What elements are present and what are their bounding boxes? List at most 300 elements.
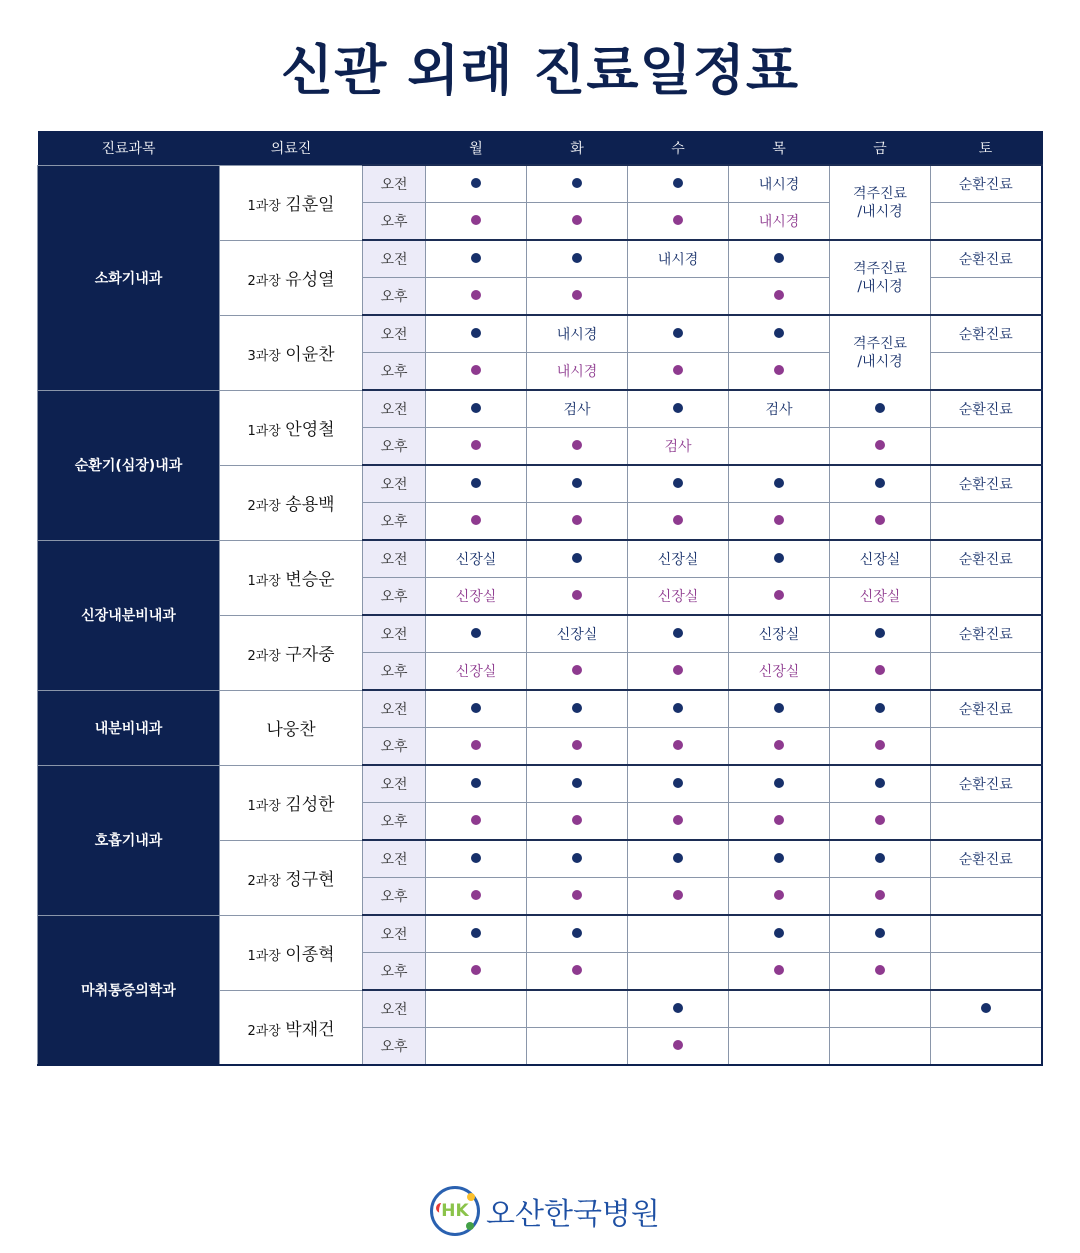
schedule-note: 순환진료 bbox=[958, 777, 1013, 793]
schedule-cell bbox=[527, 278, 628, 316]
schedule-note: 내시경 bbox=[556, 327, 598, 343]
schedule-cell bbox=[426, 653, 527, 691]
morning-clinic-dot-icon bbox=[774, 478, 784, 488]
schedule-cell bbox=[729, 240, 830, 278]
afternoon-clinic-dot-icon bbox=[875, 890, 885, 900]
afternoon-clinic-dot-icon bbox=[572, 740, 582, 750]
schedule-cell bbox=[426, 615, 527, 653]
schedule-cell bbox=[628, 803, 729, 841]
header-doctor: 의료진 bbox=[220, 131, 363, 165]
morning-label: 오전 bbox=[363, 315, 426, 353]
schedule-note: 신장실 bbox=[859, 552, 901, 568]
schedule-cell bbox=[830, 540, 931, 578]
schedule-note: 순환진료 bbox=[958, 327, 1013, 343]
schedule-row bbox=[38, 690, 1042, 728]
schedule-note: 신장실 bbox=[657, 552, 699, 568]
afternoon-clinic-dot-icon bbox=[471, 965, 481, 975]
schedule-note: 내시경 bbox=[556, 364, 598, 380]
morning-clinic-dot-icon bbox=[572, 853, 582, 863]
morning-clinic-dot-icon bbox=[471, 478, 481, 488]
schedule-cell bbox=[729, 278, 830, 316]
schedule-cell bbox=[628, 203, 729, 241]
schedule-cell bbox=[628, 578, 729, 616]
schedule-cell bbox=[729, 315, 830, 353]
doctor-rank: 2과장 bbox=[247, 499, 281, 514]
afternoon-clinic-dot-icon bbox=[572, 515, 582, 525]
morning-label: 오전 bbox=[363, 765, 426, 803]
afternoon-clinic-dot-icon bbox=[774, 965, 784, 975]
schedule-cell bbox=[628, 840, 729, 878]
header-day-tue: 화 bbox=[527, 131, 628, 165]
afternoon-label: 오후 bbox=[363, 353, 426, 391]
schedule-note: 순환진료 bbox=[958, 252, 1013, 268]
afternoon-clinic-dot-icon bbox=[673, 740, 683, 750]
schedule-cell bbox=[527, 653, 628, 691]
morning-clinic-dot-icon bbox=[875, 928, 885, 938]
schedule-cell bbox=[426, 203, 527, 241]
schedule-cell bbox=[426, 353, 527, 391]
schedule-cell bbox=[628, 615, 729, 653]
schedule-note: 순환진료 bbox=[958, 402, 1013, 418]
schedule-row bbox=[38, 165, 1042, 203]
morning-clinic-dot-icon bbox=[875, 853, 885, 863]
schedule-cell bbox=[931, 540, 1042, 578]
schedule-cell bbox=[830, 803, 931, 841]
afternoon-clinic-dot-icon bbox=[572, 590, 582, 600]
doctor-rank: 1과장 bbox=[247, 199, 281, 214]
empty-cell bbox=[931, 578, 1042, 616]
schedule-cell bbox=[628, 428, 729, 466]
schedule-cell bbox=[527, 353, 628, 391]
afternoon-clinic-dot-icon bbox=[774, 740, 784, 750]
schedule-row bbox=[38, 390, 1042, 428]
morning-label: 오전 bbox=[363, 465, 426, 503]
schedule-cell bbox=[729, 578, 830, 616]
empty-cell bbox=[830, 1028, 931, 1066]
afternoon-clinic-dot-icon bbox=[875, 515, 885, 525]
schedule-cell bbox=[830, 465, 931, 503]
doctor-rank: 1과장 bbox=[247, 949, 281, 964]
morning-clinic-dot-icon bbox=[471, 403, 481, 413]
afternoon-clinic-dot-icon bbox=[673, 515, 683, 525]
empty-cell bbox=[830, 990, 931, 1028]
schedule-note: 신장실 bbox=[657, 589, 699, 605]
empty-cell bbox=[931, 203, 1042, 241]
morning-clinic-dot-icon bbox=[774, 778, 784, 788]
morning-clinic-dot-icon bbox=[673, 403, 683, 413]
empty-cell bbox=[426, 1028, 527, 1066]
doctor-cell bbox=[220, 690, 363, 765]
schedule-cell bbox=[527, 915, 628, 953]
schedule-cell bbox=[426, 240, 527, 278]
schedule-cell bbox=[527, 878, 628, 916]
schedule-note: 신장실 bbox=[758, 627, 800, 643]
morning-clinic-dot-icon bbox=[774, 703, 784, 713]
doctor-name: 이종혁 bbox=[285, 945, 335, 965]
schedule-row bbox=[38, 540, 1042, 578]
schedule-note: 순환진료 bbox=[958, 627, 1013, 643]
schedule-cell bbox=[628, 240, 729, 278]
schedule-cell bbox=[426, 728, 527, 766]
afternoon-clinic-dot-icon bbox=[471, 440, 481, 450]
morning-label: 오전 bbox=[363, 390, 426, 428]
schedule-cell bbox=[628, 503, 729, 541]
afternoon-clinic-dot-icon bbox=[774, 290, 784, 300]
doctor-name: 변승운 bbox=[285, 570, 335, 590]
schedule-note: 신장실 bbox=[455, 664, 497, 680]
afternoon-clinic-dot-icon bbox=[774, 515, 784, 525]
schedule-cell bbox=[426, 390, 527, 428]
morning-clinic-dot-icon bbox=[875, 703, 885, 713]
morning-clinic-dot-icon bbox=[673, 178, 683, 188]
schedule-cell bbox=[729, 765, 830, 803]
morning-clinic-dot-icon bbox=[673, 328, 683, 338]
schedule-cell bbox=[527, 240, 628, 278]
logo-mark: HK bbox=[441, 1201, 469, 1221]
schedule-cell bbox=[830, 953, 931, 991]
schedule-cell bbox=[527, 578, 628, 616]
schedule-cell bbox=[426, 803, 527, 841]
schedule-note: 검사 bbox=[664, 439, 692, 455]
doctor-rank: 2과장 bbox=[247, 874, 281, 889]
department-name: 내분비내과 bbox=[38, 690, 220, 765]
header-dept: 진료과목 bbox=[38, 131, 220, 165]
schedule-cell bbox=[426, 915, 527, 953]
morning-clinic-dot-icon bbox=[673, 703, 683, 713]
schedule-cell bbox=[527, 203, 628, 241]
schedule-note: 신장실 bbox=[455, 552, 497, 568]
empty-cell bbox=[931, 803, 1042, 841]
morning-label: 오전 bbox=[363, 990, 426, 1028]
schedule-cell bbox=[628, 728, 729, 766]
empty-cell bbox=[729, 1028, 830, 1066]
morning-clinic-dot-icon bbox=[673, 853, 683, 863]
afternoon-clinic-dot-icon bbox=[774, 590, 784, 600]
schedule-cell bbox=[527, 315, 628, 353]
afternoon-label: 오후 bbox=[363, 878, 426, 916]
morning-clinic-dot-icon bbox=[981, 1003, 991, 1013]
empty-cell bbox=[931, 503, 1042, 541]
doctor-rank: 2과장 bbox=[247, 1023, 281, 1039]
doctor-name: 김훈일 bbox=[285, 195, 335, 215]
morning-clinic-dot-icon bbox=[471, 703, 481, 713]
doctor-name: 김성한 bbox=[285, 795, 335, 815]
morning-label: 오전 bbox=[363, 240, 426, 278]
empty-cell bbox=[628, 278, 729, 316]
department-name: 신장내분비내과 bbox=[38, 540, 220, 690]
afternoon-label: 오후 bbox=[363, 653, 426, 691]
schedule-table bbox=[37, 131, 1043, 1066]
morning-clinic-dot-icon bbox=[471, 778, 481, 788]
schedule-cell bbox=[628, 390, 729, 428]
schedule-cell bbox=[527, 615, 628, 653]
doctor-rank: 1과장 bbox=[247, 799, 281, 814]
biweekly-note: 격주진료 /내시경 bbox=[830, 315, 931, 390]
morning-clinic-dot-icon bbox=[572, 553, 582, 563]
doctor-rank: 2과장 bbox=[247, 274, 281, 289]
schedule-cell bbox=[931, 765, 1042, 803]
morning-clinic-dot-icon bbox=[774, 253, 784, 263]
empty-cell bbox=[628, 915, 729, 953]
schedule-cell bbox=[830, 915, 931, 953]
afternoon-label: 오후 bbox=[363, 428, 426, 466]
empty-cell bbox=[931, 728, 1042, 766]
afternoon-clinic-dot-icon bbox=[471, 740, 481, 750]
morning-clinic-dot-icon bbox=[572, 478, 582, 488]
schedule-cell bbox=[628, 765, 729, 803]
morning-clinic-dot-icon bbox=[875, 628, 885, 638]
schedule-cell bbox=[628, 540, 729, 578]
schedule-cell bbox=[931, 240, 1042, 278]
afternoon-clinic-dot-icon bbox=[673, 815, 683, 825]
morning-clinic-dot-icon bbox=[572, 703, 582, 713]
department-name: 마취통증의학과 bbox=[38, 915, 220, 1065]
schedule-cell bbox=[628, 878, 729, 916]
schedule-note: 순환진료 bbox=[958, 702, 1013, 718]
doctor-cell bbox=[220, 165, 363, 240]
schedule-cell bbox=[830, 878, 931, 916]
schedule-note: 순환진료 bbox=[958, 552, 1013, 568]
morning-label: 오전 bbox=[363, 615, 426, 653]
empty-cell bbox=[729, 990, 830, 1028]
schedule-cell bbox=[426, 278, 527, 316]
doctor-name: 구자중 bbox=[285, 645, 335, 665]
afternoon-clinic-dot-icon bbox=[875, 665, 885, 675]
schedule-cell bbox=[830, 690, 931, 728]
schedule-note: 내시경 bbox=[657, 252, 699, 268]
page-title: 신관 외래 진료일정표 bbox=[280, 39, 800, 102]
afternoon-clinic-dot-icon bbox=[572, 215, 582, 225]
afternoon-clinic-dot-icon bbox=[673, 890, 683, 900]
morning-clinic-dot-icon bbox=[471, 853, 481, 863]
doctor-cell bbox=[220, 765, 363, 840]
morning-clinic-dot-icon bbox=[471, 928, 481, 938]
schedule-cell bbox=[426, 503, 527, 541]
afternoon-clinic-dot-icon bbox=[471, 215, 481, 225]
schedule-row bbox=[38, 915, 1042, 953]
doctor-rank: 3과장 bbox=[247, 349, 281, 364]
schedule-cell bbox=[729, 653, 830, 691]
morning-clinic-dot-icon bbox=[875, 478, 885, 488]
doctor-cell bbox=[220, 390, 363, 465]
hospital-emblem-icon bbox=[430, 1186, 480, 1236]
afternoon-clinic-dot-icon bbox=[673, 365, 683, 375]
schedule-note: 순환진료 bbox=[958, 477, 1013, 493]
header-day-fri: 금 bbox=[830, 131, 931, 165]
doctor-cell bbox=[220, 615, 363, 690]
department-name: 소화기내과 bbox=[38, 165, 220, 390]
doctor-cell bbox=[220, 840, 363, 915]
schedule-cell bbox=[729, 390, 830, 428]
schedule-cell bbox=[830, 728, 931, 766]
schedule-cell bbox=[426, 540, 527, 578]
afternoon-label: 오후 bbox=[363, 728, 426, 766]
schedule-cell bbox=[527, 503, 628, 541]
afternoon-clinic-dot-icon bbox=[673, 665, 683, 675]
schedule-note: 신장실 bbox=[859, 589, 901, 605]
schedule-cell bbox=[729, 878, 830, 916]
afternoon-label: 오후 bbox=[363, 203, 426, 241]
schedule-cell bbox=[426, 765, 527, 803]
afternoon-label: 오후 bbox=[363, 803, 426, 841]
schedule-cell bbox=[426, 315, 527, 353]
schedule-cell bbox=[830, 428, 931, 466]
schedule-cell bbox=[931, 390, 1042, 428]
schedule-note: 신장실 bbox=[758, 664, 800, 680]
header-day-thu: 목 bbox=[729, 131, 830, 165]
morning-label: 오전 bbox=[363, 690, 426, 728]
morning-clinic-dot-icon bbox=[572, 178, 582, 188]
schedule-cell bbox=[729, 840, 830, 878]
biweekly-note: 격주진료 /내시경 bbox=[830, 240, 931, 315]
morning-clinic-dot-icon bbox=[673, 478, 683, 488]
schedule-cell bbox=[729, 540, 830, 578]
afternoon-clinic-dot-icon bbox=[875, 815, 885, 825]
schedule-cell bbox=[527, 728, 628, 766]
empty-cell bbox=[628, 953, 729, 991]
schedule-cell bbox=[527, 428, 628, 466]
empty-cell bbox=[931, 878, 1042, 916]
schedule-cell bbox=[527, 765, 628, 803]
schedule-cell bbox=[729, 503, 830, 541]
schedule-cell bbox=[628, 165, 729, 203]
empty-cell bbox=[931, 353, 1042, 391]
schedule-cell bbox=[527, 390, 628, 428]
schedule-cell bbox=[527, 690, 628, 728]
afternoon-clinic-dot-icon bbox=[572, 965, 582, 975]
empty-cell bbox=[931, 915, 1042, 953]
doctor-name: 나웅찬 bbox=[266, 720, 316, 740]
doctor-cell bbox=[220, 990, 363, 1065]
morning-clinic-dot-icon bbox=[471, 178, 481, 188]
afternoon-label: 오후 bbox=[363, 503, 426, 541]
doctor-name: 안영철 bbox=[285, 420, 335, 440]
morning-label: 오전 bbox=[363, 915, 426, 953]
morning-label: 오전 bbox=[363, 840, 426, 878]
schedule-cell bbox=[729, 953, 830, 991]
afternoon-clinic-dot-icon bbox=[875, 740, 885, 750]
schedule-note: 내시경 bbox=[758, 214, 800, 230]
doctor-name: 이윤찬 bbox=[285, 345, 335, 365]
morning-clinic-dot-icon bbox=[673, 1003, 683, 1013]
schedule-cell bbox=[426, 878, 527, 916]
afternoon-clinic-dot-icon bbox=[875, 440, 885, 450]
schedule-cell bbox=[931, 615, 1042, 653]
schedule-cell bbox=[628, 990, 729, 1028]
morning-clinic-dot-icon bbox=[774, 928, 784, 938]
schedule-cell bbox=[830, 503, 931, 541]
empty-cell bbox=[527, 990, 628, 1028]
morning-clinic-dot-icon bbox=[471, 628, 481, 638]
schedule-cell bbox=[931, 690, 1042, 728]
doctor-cell bbox=[220, 540, 363, 615]
schedule-cell bbox=[729, 465, 830, 503]
afternoon-clinic-dot-icon bbox=[471, 815, 481, 825]
afternoon-clinic-dot-icon bbox=[572, 665, 582, 675]
morning-clinic-dot-icon bbox=[572, 778, 582, 788]
schedule-cell bbox=[527, 540, 628, 578]
schedule-cell bbox=[830, 615, 931, 653]
hospital-name: 오산한국병원 bbox=[486, 1197, 660, 1232]
department-name: 호흡기내과 bbox=[38, 765, 220, 915]
morning-label: 오전 bbox=[363, 540, 426, 578]
schedule-cell bbox=[830, 390, 931, 428]
schedule-cell bbox=[426, 465, 527, 503]
afternoon-clinic-dot-icon bbox=[471, 365, 481, 375]
empty-cell bbox=[729, 428, 830, 466]
schedule-cell bbox=[628, 315, 729, 353]
morning-clinic-dot-icon bbox=[774, 853, 784, 863]
schedule-cell bbox=[426, 165, 527, 203]
afternoon-clinic-dot-icon bbox=[774, 365, 784, 375]
afternoon-clinic-dot-icon bbox=[471, 515, 481, 525]
empty-cell bbox=[527, 1028, 628, 1066]
schedule-row bbox=[38, 765, 1042, 803]
schedule-cell bbox=[729, 728, 830, 766]
schedule-cell bbox=[426, 953, 527, 991]
empty-cell bbox=[931, 653, 1042, 691]
morning-clinic-dot-icon bbox=[875, 403, 885, 413]
schedule-cell bbox=[527, 803, 628, 841]
header-day-mon: 월 bbox=[426, 131, 527, 165]
schedule-note: 내시경 bbox=[758, 177, 800, 193]
afternoon-clinic-dot-icon bbox=[471, 290, 481, 300]
afternoon-label: 오후 bbox=[363, 278, 426, 316]
morning-clinic-dot-icon bbox=[774, 328, 784, 338]
department-name: 순환기(심장)내과 bbox=[38, 390, 220, 540]
schedule-note: 검사 bbox=[563, 402, 591, 418]
afternoon-clinic-dot-icon bbox=[572, 890, 582, 900]
empty-cell bbox=[931, 278, 1042, 316]
schedule-cell bbox=[527, 953, 628, 991]
header-day-sat: 토 bbox=[931, 131, 1042, 165]
schedule-cell bbox=[931, 990, 1042, 1028]
schedule-cell bbox=[527, 165, 628, 203]
header-day-wed: 수 bbox=[628, 131, 729, 165]
schedule-note: 검사 bbox=[765, 402, 793, 418]
schedule-cell bbox=[628, 653, 729, 691]
biweekly-note: 격주진료 /내시경 bbox=[830, 165, 931, 240]
schedule-cell bbox=[830, 840, 931, 878]
schedule-note: 순환진료 bbox=[958, 852, 1013, 868]
schedule-cell bbox=[729, 615, 830, 653]
doctor-cell bbox=[220, 465, 363, 540]
afternoon-label: 오후 bbox=[363, 1028, 426, 1066]
morning-clinic-dot-icon bbox=[673, 628, 683, 638]
schedule-cell bbox=[729, 203, 830, 241]
morning-clinic-dot-icon bbox=[471, 328, 481, 338]
schedule-cell bbox=[628, 690, 729, 728]
empty-cell bbox=[931, 1028, 1042, 1066]
afternoon-label: 오후 bbox=[363, 578, 426, 616]
doctor-rank: 1과장 bbox=[247, 574, 281, 589]
afternoon-clinic-dot-icon bbox=[875, 965, 885, 975]
empty-cell bbox=[931, 953, 1042, 991]
morning-clinic-dot-icon bbox=[875, 778, 885, 788]
schedule-cell bbox=[628, 1028, 729, 1066]
schedule-cell bbox=[931, 315, 1042, 353]
afternoon-clinic-dot-icon bbox=[774, 815, 784, 825]
morning-clinic-dot-icon bbox=[471, 253, 481, 263]
schedule-note: 순환진료 bbox=[958, 177, 1013, 193]
schedule-note: 신장실 bbox=[455, 589, 497, 605]
schedule-body bbox=[38, 165, 1042, 1065]
doctor-cell bbox=[220, 315, 363, 390]
afternoon-clinic-dot-icon bbox=[673, 215, 683, 225]
schedule-cell bbox=[527, 465, 628, 503]
schedule-cell bbox=[628, 465, 729, 503]
schedule-cell bbox=[830, 765, 931, 803]
